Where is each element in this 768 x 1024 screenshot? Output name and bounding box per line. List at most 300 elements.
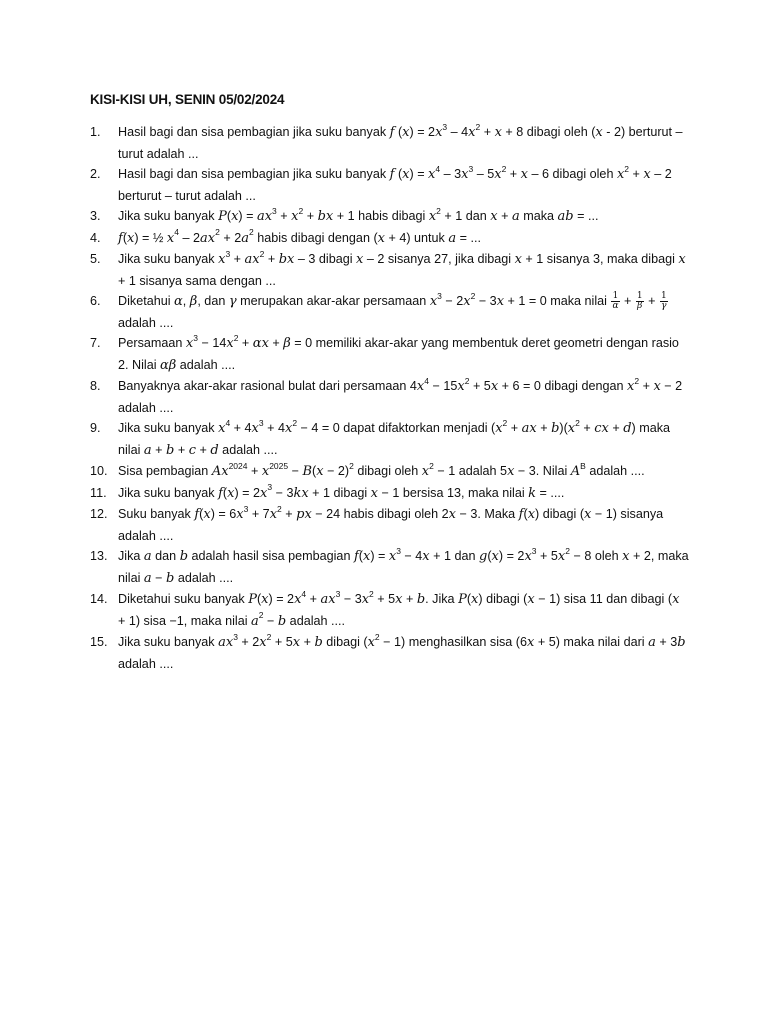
- text-run: Suku banyak: [118, 507, 195, 521]
- text-run: ) = 2: [234, 485, 261, 500]
- fraction-denominator: γ: [661, 301, 667, 312]
- text-run: (: [199, 507, 204, 521]
- math-variable: x: [527, 507, 536, 522]
- text-run: +: [247, 464, 262, 478]
- exponent: 3: [193, 332, 198, 343]
- math-variable: β: [189, 294, 198, 309]
- text-run: (: [222, 485, 228, 500]
- text-run: ) dibagi (: [535, 507, 585, 521]
- math-variable: kx: [293, 485, 309, 501]
- math-variable: x: [377, 230, 385, 246]
- math-variable: ab: [557, 209, 574, 224]
- math-variable: x: [490, 379, 499, 394]
- fraction-numerator: 1: [660, 291, 667, 302]
- math-variable: x: [261, 464, 270, 479]
- exponent: 2: [374, 631, 380, 642]
- question-text: [118, 545, 689, 586]
- question-text: [118, 588, 680, 629]
- math-variable: f: [389, 167, 395, 182]
- text-run: – 5: [473, 167, 495, 181]
- text-run: − 3: [272, 485, 294, 500]
- math-variable: x: [367, 635, 375, 650]
- math-variable: α: [174, 294, 183, 309]
- exponent: 3: [442, 121, 448, 132]
- text-run: ) = 2: [409, 125, 436, 139]
- math-variable: ax: [200, 230, 216, 246]
- exponent: 2: [258, 610, 264, 621]
- text-run: adalah ....: [174, 570, 234, 585]
- question-text: [118, 163, 672, 203]
- math-variable: f: [194, 507, 200, 522]
- math-variable: x: [291, 209, 299, 224]
- text-run: (: [523, 507, 528, 521]
- question-text: [118, 227, 481, 246]
- text-run: + 2, maka nilai: [118, 549, 689, 585]
- math-variable: b: [166, 570, 175, 586]
- math-variable: x: [672, 592, 680, 607]
- math-variable: x: [226, 336, 234, 351]
- exponent: 2: [233, 332, 239, 343]
- math-variable: x: [227, 485, 235, 501]
- question-item: [90, 164, 690, 206]
- text-run: ) maka nilai: [118, 421, 671, 457]
- exponent: 2: [464, 375, 470, 386]
- exponent: 4: [435, 163, 441, 174]
- fraction-numerator: 1: [612, 291, 619, 302]
- exponent: 2: [277, 503, 282, 514]
- math-variable: f: [518, 507, 524, 522]
- text-run: −: [151, 570, 167, 585]
- math-variable: αβ: [160, 357, 177, 373]
- text-run: + 1 = 0 maka nilai: [504, 294, 611, 308]
- math-variable: x: [557, 549, 566, 564]
- question-item: [90, 122, 690, 164]
- text-run: + 1 dan: [440, 209, 491, 223]
- math-variable: x: [203, 507, 211, 522]
- question-item: [90, 632, 690, 674]
- math-variable: x: [520, 167, 529, 182]
- math-variable: αx: [252, 336, 269, 351]
- math-variable: x: [236, 507, 244, 522]
- text-run: = ...: [573, 209, 599, 223]
- math-variable: ax: [521, 421, 537, 436]
- math-variable: x: [218, 252, 226, 267]
- text-run: + 3: [655, 635, 678, 649]
- math-variable: x: [468, 125, 476, 140]
- math-variable: k: [528, 485, 537, 501]
- text-run: − 14: [197, 336, 227, 350]
- text-run: – 3 dibagi: [294, 252, 357, 266]
- exponent: 2: [369, 588, 374, 599]
- question-item: [90, 418, 690, 461]
- exponent: 4: [424, 375, 429, 386]
- text-run: (: [256, 592, 262, 606]
- math-variable: x: [471, 592, 479, 607]
- math-variable: ax: [244, 252, 260, 267]
- math-variable: x: [166, 230, 175, 246]
- question-text: [118, 332, 679, 373]
- math-variable: P: [248, 592, 257, 607]
- exponent: 2024: [228, 460, 248, 471]
- math-variable: b: [277, 613, 287, 629]
- text-run: ,: [182, 294, 190, 308]
- text-run: – 2 berturut – turut adalah ...: [118, 167, 672, 203]
- text-run: maka: [519, 209, 558, 223]
- question-number: 10.: [90, 464, 108, 478]
- math-variable: f: [389, 125, 395, 140]
- text-run: merupakan akar-akar persamaan: [236, 294, 430, 308]
- math-variable: x: [292, 635, 301, 650]
- text-run: + 4: [230, 421, 252, 435]
- math-variable: b: [166, 442, 175, 458]
- text-run: + 5: [469, 379, 491, 393]
- exponent: 2: [292, 417, 298, 428]
- text-run: dibagi (: [322, 635, 368, 649]
- text-run: − 8 oleh: [569, 549, 623, 563]
- text-run: adalah ....: [218, 442, 278, 457]
- math-variable: d: [623, 421, 632, 436]
- exponent: 3: [396, 545, 401, 556]
- math-variable: bx: [317, 209, 334, 224]
- text-run: = ....: [536, 485, 565, 500]
- exponent: 2: [501, 163, 507, 174]
- math-variable: ax: [320, 592, 336, 607]
- math-variable: x: [584, 507, 592, 522]
- text-run: + 1 dan: [429, 549, 480, 563]
- math-variable: x: [428, 209, 437, 224]
- math-variable: x: [251, 421, 259, 436]
- text-run: . Jika: [425, 592, 459, 606]
- text-run: − 3. Maka: [456, 507, 519, 521]
- exponent: 3: [335, 588, 341, 599]
- question-text: [118, 375, 683, 415]
- question-number: 7.: [90, 336, 101, 350]
- text-run: − 2: [441, 294, 464, 308]
- text-run: Sisa pembagian: [118, 464, 212, 478]
- question-text: [118, 503, 664, 543]
- text-run: adalah hasil sisa pembagian: [188, 549, 354, 563]
- math-variable: x: [356, 252, 364, 267]
- exponent: 2: [429, 460, 434, 471]
- math-variable: x: [527, 635, 535, 650]
- text-run: − 1) menghasilkan sisa (6: [379, 635, 528, 649]
- math-variable: x: [494, 167, 502, 182]
- text-run: +: [644, 294, 659, 308]
- text-run: Hasil bagi dan sisa pembagian jika suku banyak: [118, 167, 390, 181]
- fraction-denominator: α: [612, 301, 619, 312]
- text-run: + 1 sisanya 3, maka dibagi: [521, 252, 679, 266]
- math-variable: px: [296, 507, 312, 522]
- exponent: 3: [531, 545, 537, 556]
- text-run: − 3. Nilai: [514, 464, 571, 478]
- math-variable: x: [416, 379, 425, 394]
- exponent: 4: [301, 588, 307, 599]
- text-run: +: [151, 442, 167, 457]
- text-run: −: [288, 464, 303, 478]
- exponent: 2: [298, 205, 304, 216]
- text-run: +: [507, 421, 522, 435]
- text-run: dan: [151, 549, 180, 563]
- text-run: − 4: [400, 549, 423, 563]
- text-run: Diketahui suku banyak: [118, 592, 249, 606]
- math-variable: x: [457, 379, 465, 394]
- math-variable: x: [514, 252, 522, 267]
- question-item: [90, 291, 690, 333]
- math-variable: a: [143, 442, 152, 458]
- math-variable: c: [188, 442, 196, 458]
- math-variable: a: [241, 230, 249, 246]
- text-run: + 1 dibagi: [308, 485, 371, 500]
- exponent: 2: [470, 290, 476, 301]
- text-run: (: [312, 464, 317, 478]
- text-run: +: [264, 252, 279, 266]
- math-variable: x: [421, 464, 430, 479]
- exponent: 2: [575, 417, 580, 428]
- text-run: adalah ....: [176, 357, 236, 372]
- exponent: 2: [259, 248, 265, 259]
- question-list: [90, 122, 690, 674]
- text-run: +: [402, 592, 417, 606]
- question-item: [90, 249, 690, 291]
- fraction: [660, 292, 668, 311]
- question-text: [118, 417, 671, 458]
- text-run: +: [497, 209, 512, 223]
- question-text: [118, 205, 599, 224]
- text-run: − 1 bersisa 13, maka nilai: [378, 485, 529, 500]
- text-run: dibagi oleh: [353, 464, 422, 478]
- text-run: + 5: [271, 635, 293, 649]
- text-run: +: [536, 421, 552, 435]
- math-variable: x: [259, 635, 267, 650]
- text-run: + 4: [263, 421, 285, 435]
- math-variable: x: [463, 294, 471, 309]
- exponent: 4: [225, 417, 231, 428]
- text-run: − 2): [323, 464, 350, 478]
- math-variable: a: [251, 613, 259, 629]
- math-variable: x: [678, 252, 686, 267]
- text-run: – 3: [440, 167, 462, 181]
- math-variable: x: [422, 549, 430, 564]
- math-variable: P: [218, 209, 227, 224]
- text-run: + 5: [373, 592, 396, 606]
- text-run: – 4: [447, 125, 469, 139]
- fraction: [611, 292, 619, 311]
- question-text: [118, 482, 565, 501]
- text-run: +: [608, 421, 624, 435]
- math-variable: x: [524, 549, 532, 564]
- text-run: +: [639, 379, 654, 393]
- question-number: 5.: [90, 252, 101, 266]
- text-run: ) = 6: [210, 507, 237, 521]
- math-variable: β: [283, 336, 291, 351]
- text-run: + 1 habis dibagi: [333, 209, 429, 223]
- text-run: Hasil bagi dan sisa pembagian jika suku banyak: [118, 125, 390, 139]
- math-variable: x: [653, 379, 661, 394]
- text-run: ) =: [409, 167, 429, 181]
- text-run: – 2 sisanya 27, jika dibagi: [363, 252, 515, 266]
- text-run: (: [122, 230, 128, 245]
- text-run: Persamaan: [118, 336, 186, 350]
- text-run: +: [506, 167, 521, 181]
- question-number: 12.: [90, 507, 108, 521]
- math-variable: x: [395, 592, 403, 607]
- math-variable: b: [677, 635, 686, 650]
- math-variable: x: [284, 421, 293, 436]
- text-run: − 3: [475, 294, 497, 308]
- question-number: 6.: [90, 294, 101, 308]
- text-run: +: [268, 336, 284, 350]
- text-run: − 3: [340, 592, 362, 606]
- text-run: Jika suku banyak: [118, 252, 219, 266]
- text-run: + 5) maka nilai dari: [534, 635, 649, 649]
- exponent: 3: [233, 631, 238, 642]
- text-run: adalah ....: [585, 464, 645, 478]
- exponent: 4: [174, 227, 179, 238]
- math-variable: ax: [218, 635, 234, 650]
- text-run: − 1 adalah 5: [433, 464, 508, 478]
- text-run: Banyaknya akar-akar rasional bulat dari persamaan 4: [118, 379, 417, 393]
- text-run: (: [394, 167, 403, 181]
- question-item: [90, 376, 690, 418]
- math-variable: g: [479, 549, 488, 564]
- math-variable: x: [231, 209, 239, 224]
- math-variable: x: [218, 421, 226, 436]
- text-run: − 1) sisanya adalah ....: [118, 507, 664, 543]
- math-variable: x: [627, 379, 635, 394]
- math-variable: x: [495, 421, 503, 436]
- text-run: – 6 dibagi oleh: [528, 167, 617, 181]
- text-run: Jika suku banyak: [118, 421, 219, 435]
- math-variable: x: [388, 549, 397, 564]
- exponent: 2: [248, 227, 254, 238]
- text-run: (: [394, 125, 403, 139]
- text-run: +: [196, 442, 211, 457]
- text-run: − 15: [429, 379, 458, 393]
- text-run: −: [263, 613, 278, 628]
- math-variable: a: [511, 209, 520, 224]
- text-run: + 6 = 0 dibagi dengan: [498, 379, 628, 393]
- text-run: (: [226, 209, 232, 223]
- text-run: + 4) untuk: [384, 230, 449, 245]
- text-run: Jika suku banyak: [118, 635, 219, 649]
- math-variable: x: [507, 464, 515, 479]
- math-variable: x: [490, 209, 498, 224]
- question-text: [118, 460, 645, 479]
- fraction-numerator: 1: [636, 291, 643, 302]
- math-variable: x: [494, 125, 502, 140]
- math-variable: x: [402, 167, 410, 182]
- question-number: 11.: [90, 485, 107, 500]
- math-variable: bx: [278, 252, 295, 267]
- text-run: – 2: [179, 230, 201, 245]
- exponent: 3: [437, 290, 442, 301]
- exponent: 2: [624, 163, 630, 174]
- question-item: [90, 483, 690, 505]
- question-number: 13.: [90, 549, 108, 563]
- math-variable: x: [616, 167, 625, 182]
- text-run: Jika suku banyak: [118, 209, 219, 223]
- math-variable: f: [118, 230, 123, 246]
- text-run: Jika suku banyak: [118, 485, 219, 500]
- text-run: + 7: [248, 507, 270, 521]
- text-run: )(: [559, 421, 568, 435]
- text-run: +: [238, 336, 253, 350]
- math-variable: x: [294, 592, 302, 607]
- question-text: [118, 631, 686, 671]
- math-variable: x: [435, 125, 443, 140]
- fraction: [636, 292, 644, 311]
- math-variable: d: [210, 442, 219, 458]
- math-variable: b: [551, 421, 560, 436]
- math-variable: x: [448, 507, 457, 522]
- math-variable: x: [527, 592, 535, 607]
- math-variable: ax: [256, 209, 273, 224]
- question-number: 14.: [90, 592, 108, 606]
- exponent: 3: [267, 482, 273, 493]
- math-variable: x: [491, 549, 499, 564]
- exponent: 2: [215, 227, 220, 238]
- math-variable: x: [362, 549, 371, 564]
- math-variable: x: [429, 294, 438, 309]
- text-run: = 0 memiliki akar-akar yang membentuk deret geometri dengan rasio 2. Nilai: [118, 336, 679, 372]
- math-variable: A: [570, 464, 581, 479]
- document-title: KISI-KISI UH, SENIN 05/02/2024: [90, 92, 285, 107]
- question-number: 1.: [90, 125, 101, 139]
- text-run: ) = ½: [134, 230, 167, 245]
- text-run: adalah ....: [118, 315, 174, 330]
- text-run: , dan: [197, 294, 229, 308]
- math-variable: x: [260, 485, 268, 501]
- question-item: [90, 504, 690, 546]
- math-variable: x: [643, 167, 651, 182]
- exponent: 2: [565, 545, 570, 556]
- question-number: 9.: [90, 421, 101, 435]
- math-variable: a: [143, 549, 152, 564]
- text-run: ) dibagi (: [478, 592, 528, 606]
- math-variable: cx: [594, 421, 609, 436]
- exponent: 2: [436, 205, 441, 216]
- exponent: 3: [272, 205, 277, 216]
- exponent: 2: [349, 460, 354, 471]
- text-run: +: [303, 209, 318, 223]
- math-variable: x: [496, 294, 505, 309]
- text-run: +: [230, 252, 245, 266]
- question-number: 8.: [90, 379, 101, 393]
- exponent: 3: [243, 503, 249, 514]
- question-number: 3.: [90, 209, 101, 223]
- question-text: [118, 248, 686, 288]
- exponent: 3: [258, 417, 264, 428]
- question-number: 4.: [90, 230, 101, 245]
- math-variable: b: [416, 592, 426, 607]
- exponent: 2: [502, 417, 508, 428]
- fraction-denominator: β: [637, 301, 643, 312]
- text-run: + 8 dibagi oleh (: [501, 125, 596, 139]
- math-variable: x: [567, 421, 576, 436]
- text-run: + 1) sisa −1, maka nilai: [118, 613, 251, 628]
- question-item: [90, 228, 690, 250]
- text-run: + 2: [219, 230, 242, 245]
- text-run: habis dibagi dengan (: [253, 230, 378, 245]
- math-variable: x: [361, 592, 370, 607]
- math-variable: a: [143, 570, 152, 586]
- math-variable: b: [314, 635, 323, 650]
- exponent: B: [580, 460, 586, 471]
- text-run: − 2 adalah ....: [118, 379, 683, 415]
- text-run: − 4 = 0 dapat difaktorkan menjadi (: [297, 421, 496, 435]
- text-run: - 2) berturut – turut adalah ...: [118, 125, 683, 161]
- math-variable: x: [595, 125, 603, 140]
